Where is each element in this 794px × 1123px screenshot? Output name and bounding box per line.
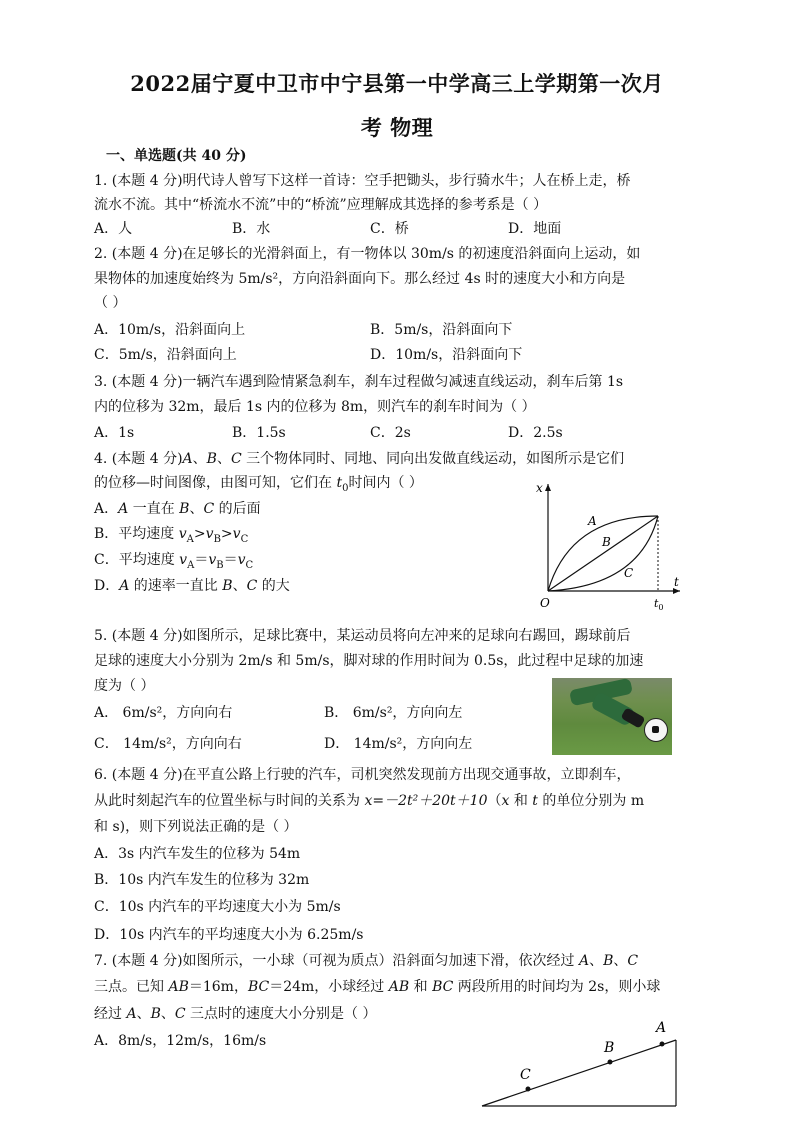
y-axis-arrow: [545, 484, 551, 491]
q5-stem-line3: 度为（ ）: [94, 678, 155, 694]
q4-sub: 0: [342, 482, 349, 494]
q4-option-c: C．平均速度 $v_A=v_B=v_C$: [94, 552, 254, 571]
exam-title-line1: 2022届宁夏中卫市中宁县第一中学高三上学期第一次月: [130, 71, 664, 96]
q2-option-a: A．10m/s，沿斜面向上: [94, 322, 246, 338]
q1-stem-line2: 流水不流。其中“桥流水不流”中的“桥流”应理解成其选择的参考系是（ ）: [94, 197, 548, 213]
point-c-label: C: [520, 1067, 531, 1083]
q5-option-a: A． 6m/s²，方向向右: [94, 705, 233, 721]
q7-option-a: A．8m/s，12m/s，16m/s: [94, 1033, 267, 1049]
axis-x-label: x: [536, 481, 543, 495]
q6-option-a: A．3s 内汽车发生的位移为 54m: [94, 846, 301, 862]
q3-stem-line2: 内的位移为 32m，最后 1s 内的位移为 8m，则汽车的刹车时间为（ ）: [94, 399, 536, 415]
q6-option-b: B．10s 内汽车发生的位移为 32m: [94, 872, 310, 888]
incline-surface: [482, 1040, 676, 1106]
q2-option-d: D．10m/s，沿斜面向下: [370, 347, 523, 363]
q2-option-c: C．5m/s，沿斜面向上: [94, 347, 237, 363]
q5-option-d: D． 14m/s²，方向向左: [324, 736, 473, 752]
soccer-kick-photo: [552, 678, 672, 755]
q4-option-b: B．平均速度 $v_A>v_B>v_C$: [94, 526, 249, 545]
point-c: [526, 1087, 531, 1092]
q4-label: A: [182, 451, 193, 467]
q6-option-d: D．10s 内汽车的平均速度大小为 6.25m/s: [94, 927, 364, 943]
q2-stem-line3: （ ）: [94, 295, 127, 311]
point-a-label: A: [656, 1020, 667, 1036]
q3-stem-line1: 3. (本题 4 分)一辆汽车遇到险情紧急刹车，刹车过程做匀减速直线运动，刹车后第 1s: [94, 374, 624, 390]
point-b: [608, 1060, 613, 1065]
section-heading: 一、单选题(共 40 分): [106, 148, 247, 164]
exam-title-line2: 考 物理: [360, 115, 434, 140]
q7-stem-line3: 经过 A、B、C 三点时的速度大小分别是（ ）: [94, 1006, 377, 1022]
q4-label: t: [336, 475, 343, 491]
q1-option-a: A．人: [94, 221, 133, 237]
q6-option-c: C．10s 内汽车的平均速度大小为 5m/s: [94, 899, 341, 915]
q5-option-b: B． 6m/s²，方向向左: [324, 705, 463, 721]
q6-stem-line1: 6. (本题 4 分)在平直公路上行驶的汽车，司机突然发现前方出现交通事故，立即刹车，: [94, 767, 631, 783]
q7-stem-line2: 三点。已知 AB＝16m，BC＝24m，小球经过 AB 和 BC 两段所用的时间均为 2s，则小球: [94, 979, 661, 995]
q2-stem-line1: 2. (本题 4 分)在足够长的光滑斜面上，有一物体以 30m/s 的初速度沿斜面向上运动，如: [94, 246, 641, 262]
q4-stem-line2: [94, 474, 423, 498]
q5-option-c: C． 14m/s²，方向向右: [94, 736, 242, 752]
q4-text: 4. (本题 4 分): [94, 451, 183, 467]
origin-label: O: [540, 596, 550, 610]
q4-stem-line1: [94, 450, 624, 468]
q3-option-b: B．1.5s: [232, 425, 286, 441]
line-b-label: B: [602, 535, 611, 549]
q1-option-b: B．水: [232, 221, 271, 237]
curve-a-label: A: [588, 514, 597, 528]
q4-label: B: [206, 451, 217, 467]
t0-label: $t_0$: [654, 597, 664, 612]
q4-text: 、: [216, 451, 231, 467]
q4-option-a: A．A 一直在 B、C 的后面: [94, 501, 261, 517]
q6-stem-line3: 和 s)，则下列说法正确的是（ ）: [94, 819, 298, 835]
q6-stem-line2: 从此时刻起汽车的位置坐标与时间的关系为 x=－2t²＋20t＋10（x 和 t 的单位分别为 m: [94, 793, 645, 809]
q5-stem-line2: 足球的速度大小分别为 2m/s 和 5m/s，脚对球的作用时间为 0.5s，此过程中足球的加速: [94, 653, 644, 669]
q3-option-c: C．2s: [370, 425, 411, 441]
q7-incline-figure: [470, 1016, 700, 1116]
q4-label: C: [230, 451, 242, 467]
q4-text: 的位移—时间图像，由图可知，它们在: [94, 475, 337, 491]
q2-stem-line2: 果物体的加速度始终为 5m/s²，方向沿斜面向下。那么经过 4s 时的速度大小和方向是: [94, 271, 626, 287]
q2-option-b: B．5m/s，沿斜面向下: [370, 322, 513, 338]
q1-stem-line1: 1. (本题 4 分)明代诗人曾写下这样一首诗：空手把锄头，步行骑水牛；人在桥上走，桥: [94, 173, 631, 189]
point-a: [660, 1042, 665, 1047]
axis-t-label: t: [674, 575, 679, 589]
q7-stem-line1: 7. (本题 4 分)如图所示，一小球（可视为质点）沿斜面匀加速下滑，依次经过 A、B、C: [94, 953, 639, 969]
q5-stem-line1: 5. (本题 4 分)如图所示，足球比赛中，某运动员将向左冲来的足球向右踢回，踢球前后: [94, 628, 631, 644]
q4-text: 时间内（ ）: [348, 475, 423, 491]
point-b-label: B: [604, 1040, 615, 1056]
q3-option-a: A．1s: [94, 425, 135, 441]
q3-option-d: D．2.5s: [508, 425, 563, 441]
q4-text: 三个物体同时、同地、同向出发做直线运动，如图所示是它们: [241, 451, 625, 467]
q4-text: 、: [192, 451, 207, 467]
q1-option-d: D．地面: [508, 221, 562, 237]
q1-option-c: C．桥: [370, 221, 409, 237]
q4-position-time-graph: [530, 476, 690, 616]
q4-option-d: D．A 的速率一直比 B、C 的大: [94, 578, 290, 594]
curve-c-label: C: [624, 566, 634, 580]
